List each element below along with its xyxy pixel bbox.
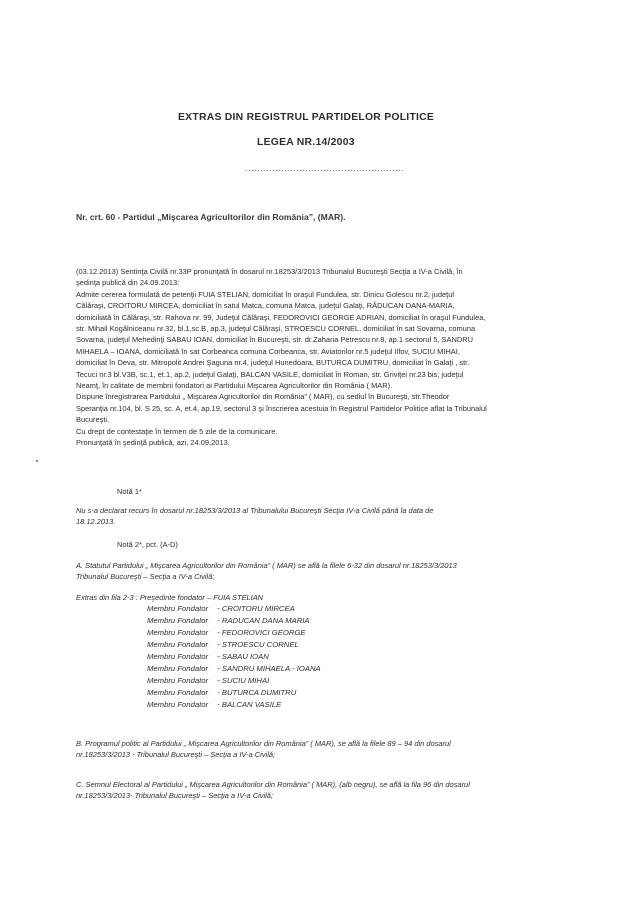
ruling-line: Bucureşti. [76, 415, 110, 425]
founder-row [147, 676, 269, 685]
ruling-line: (03.12.2013) Sentinţa Civilă nr.33P pronunţată în dosarul nr.18253/3/2013 Tribunalul Bucureşti Secţia a IV-a Civilă, în [76, 267, 463, 276]
founder-name: - CROITORU MIRCEA [217, 604, 295, 613]
ruling-line: MIHAELA – IOANA, domiciliată în sat Corbeanca comuna Corbeanca, str. Aviatorilor nr.5 judeţul Ilfov, SUCIU MIHAI, [76, 346, 460, 356]
ruling-line: Călăraşi, CROITORU MIRCEA, domiciliat în satul Matca, comuna Matca, judeţul Galaţi, RĂDUCAN DANA-MARIA, [76, 301, 455, 311]
register-entry: Nr. crt. 60 - Partidul „Mişcarea Agricultorilor din România”, (MAR). [76, 212, 346, 222]
founder-name: - SABAU IOAN [217, 652, 269, 661]
founder-role: Membru Fondator [147, 628, 209, 637]
founder-name: - BUTURCA DUMITRU [217, 688, 297, 697]
founder-role: Membru Fondator [147, 688, 209, 697]
section-a [76, 560, 457, 583]
founder-role: Membru Fondator [147, 616, 209, 625]
section-c-line: nr.18253/3/2013- Tribunalul Bucureşti – Secţia a IV-a Civilă; [76, 791, 274, 801]
ruling-text [76, 266, 487, 449]
founder-row [147, 664, 321, 673]
founder-name: - SANDRU MIHAELA - IOANA [217, 664, 321, 673]
section-a-line: Tribunalul Bucureşti – Secţia a IV-a Civilă; [76, 572, 215, 582]
ruling-line: domiciliat în Deva, str. Mitropolit Andrei Şaguna nr.4, judeţul Hunedoara, BUTURCA DUMITRU, domiciliat în Galaţi , str. [76, 358, 470, 368]
founder-row [147, 628, 306, 637]
note1-label: Notă 1* [117, 487, 142, 496]
ruling-line: şedinţa publică din 24.09.2013: [76, 278, 180, 288]
founder-role: Membru Fondator [147, 604, 209, 613]
note1-text [76, 505, 433, 528]
ruling-line: Pronunţată în şedinţă publică, azi, 24.09.2013. [76, 438, 230, 448]
founder-row [147, 604, 295, 613]
section-b [76, 738, 451, 761]
founder-row [147, 688, 296, 697]
founder-role: Membru Fondator [147, 640, 209, 649]
founder-name: - BALCAN VASILE [217, 700, 282, 709]
founder-row [147, 700, 281, 709]
ruling-line: Neamţ, în calitate de membrii fondatori ai Partidului Mişcarea Agricultorilor din România ( MAR). [76, 381, 393, 391]
extract-intro: Extras din fila 2-3 : Preşedinte fondator – FUIA STELIAN [76, 593, 264, 602]
ruling-line: Tecuci nr.3 bl.V3B, sc.1, et.1, ap.2, judeţul Galaţi, BALCAN VASILE, domiciliat în Roman, str. Griviţei nr.23 bis, judeţul [76, 369, 464, 379]
founder-name: - SUCIU MIHAI [217, 676, 270, 685]
ruling-line: Admite cererea formulată de petenţii FUIA STELIAN, domiciliat în oraşul Fundulea, str. Dinicu Golescu nr.2, judeţul [76, 289, 454, 299]
document-title: EXTRAS DIN REGISTRUL PARTIDELOR POLITICE [178, 112, 435, 123]
ruling-line: Speranţia nr.104, bl. S 25, sc. A, et.4, ap.19, sectorul 3 şi înscrierea acestuia în Registrul Partidelor Politice aflat la Tribunalul [76, 403, 487, 413]
section-a-line: A. Statutul Partidului „ Mişcarea Agricultorilor din România” ( MAR) se află la filele 6-32 din dosarul nr.18253/3/2013 [76, 561, 457, 570]
note2-label: Notă 2*, pct. (A-D) [117, 540, 178, 549]
founder-role: Membru Fondator [147, 652, 209, 661]
margin-mark [36, 460, 38, 462]
ruling-line: str. Mihail Kogălniceanu nr.32, bl.1,sc.B, ap.3, judeţul Călăraşi, STROESCU CORNEL, domiciliat în sat Sovarna, comuna [76, 324, 476, 334]
founder-role: Membru Fondator [147, 700, 209, 709]
section-c-line: C. Semnul Electoral al Partidului „ Mişcarea Agricultorilor din România” ( MAR), (alb negru), se află la fila 96 din dosarul [76, 780, 470, 789]
ruling-line: Sovarna, judeţul Mehedinţi SABAU IOAN, domiciliat în Bucureşti, str. dr.Zaharia Petrescu nr.8, ap.1 sectorul 5, SANDRU [76, 335, 474, 345]
note1-line: Nu s-a declarat recurs în dosarul nr.18253/3/2013 al Tribunalului Bucureşti Secţia IV-a Civilă până la data de [76, 506, 434, 515]
document-subtitle: LEGEA NR.14/2003 [257, 137, 355, 148]
founder-row [147, 616, 310, 625]
section-b-line: B. Programul politic al Partidului „ Mişcarea Agricultorilor din România” ( MAR), se află la filele 89 – 94 din dosarul [76, 739, 451, 748]
founder-role: Membru Fondator [147, 676, 209, 685]
note1-line: 18.12.2013. [76, 517, 116, 527]
founder-row [147, 640, 299, 649]
founder-name: - RADUCAN DANA MARIA [217, 616, 310, 625]
founder-name: - STROESCU CORNEL [217, 640, 299, 649]
founder-role: Membru Fondator [147, 664, 209, 673]
founder-row [147, 652, 269, 661]
section-b-line: nr.18253/3/2013 - Tribunalul Bucureşti – Secţia a IV-a Civilă; [76, 750, 276, 760]
ruling-line: domiciliată în Călăraşi, str. Rahova nr. 99, Judeţul Călăraşi, FEDOROVICI GEORGE ADRIAN, domiciliat în oraşul Fundulea, [76, 312, 486, 322]
section-c [76, 779, 470, 802]
dotted-separator: ..................................................... [245, 163, 405, 173]
founder-name: - FEDOROVICI GEORGE [217, 628, 306, 637]
ruling-line: Cu drept de contestaţie în termen de 5 zile de la comunicare. [76, 426, 278, 436]
ruling-line: Dispune înregistrarea Partidului „ Mişcarea Agricultorilor din România” ( MAR), cu sediul în Bucureşti, str.Theodor [76, 392, 450, 402]
